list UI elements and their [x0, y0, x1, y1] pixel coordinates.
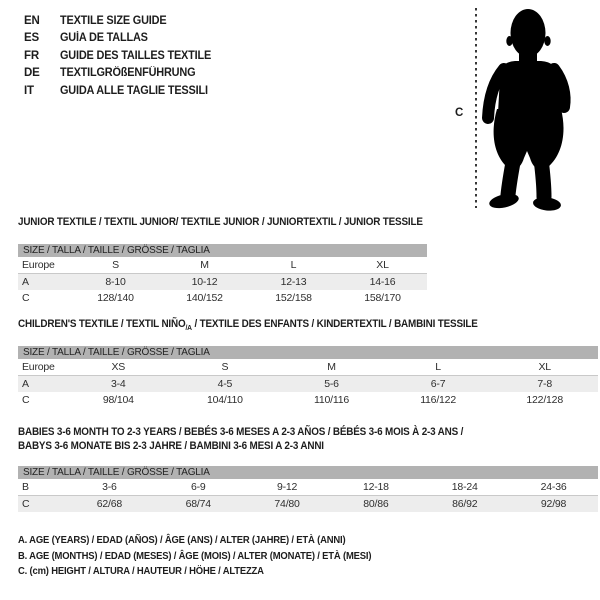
- table-row: [18, 392, 598, 408]
- childrens-size-table: [18, 346, 598, 408]
- title-subscript: /A: [185, 323, 192, 333]
- column-header: S: [71, 257, 160, 274]
- value-cell: 18-24: [420, 479, 509, 496]
- language-title: TEXTILE SIZE GUIDE: [60, 14, 167, 27]
- value-cell: 10-12: [160, 274, 249, 291]
- column-header: L: [385, 359, 492, 376]
- language-row: [24, 82, 219, 100]
- language-row: [24, 65, 219, 83]
- table-row: [18, 376, 598, 393]
- row-label: A: [18, 376, 65, 393]
- baby-silhouette: [477, 5, 582, 215]
- row-label: C: [22, 394, 30, 406]
- value-cell: 24-36: [509, 479, 598, 496]
- value-cell: 110/116: [313, 394, 349, 406]
- row-label: C: [18, 496, 65, 513]
- language-code: FR: [24, 49, 39, 62]
- language-row: [24, 12, 219, 30]
- value-cell: 140/152: [186, 292, 223, 304]
- value-cell: 74/80: [243, 496, 332, 513]
- babies-section-title: [18, 425, 463, 453]
- height-label-c: C: [455, 107, 464, 119]
- column-header: M: [278, 359, 385, 376]
- row-label: C: [22, 292, 30, 304]
- column-header-europe: Europe: [18, 359, 65, 376]
- column-header: XL: [491, 359, 598, 376]
- title-text: CHILDREN'S TEXTILE / TEXTIL NIÑO: [18, 318, 186, 330]
- value-cell: 152/158: [275, 292, 312, 304]
- junior-section-title: JUNIOR TEXTILE / TEXTIL JUNIOR/ TEXTILE JUNIOR / JUNIORTEXTIL / JUNIOR TESSILE: [18, 216, 423, 228]
- footnote-legend: [18, 533, 411, 580]
- value-cell: 62/68: [65, 496, 154, 513]
- table-row: [18, 274, 427, 291]
- value-cell: 14-16: [338, 274, 427, 291]
- table-row: [18, 496, 598, 513]
- babies-size-table: [18, 466, 598, 512]
- size-header-bar: SIZE / TALLA / TAILLE / GRÖSSE / TAGLIA: [18, 244, 427, 257]
- value-cell: 92/98: [509, 496, 598, 513]
- value-cell: 6-9: [154, 479, 243, 496]
- value-cell: 122/128: [526, 394, 563, 406]
- language-code: ES: [24, 32, 39, 45]
- value-cell: 68/74: [154, 496, 243, 513]
- language-title: GUIDE DES TAILLES TEXTILE: [60, 49, 212, 62]
- column-header: XL: [338, 257, 427, 274]
- value-cell: 158/170: [364, 292, 401, 304]
- language-code: IT: [24, 84, 34, 97]
- column-header: S: [172, 359, 279, 376]
- column-header: L: [249, 257, 338, 274]
- language-title: GUÍA DE TALLAS: [60, 32, 148, 45]
- language-title-block: [24, 12, 219, 100]
- value-cell: 3-4: [65, 376, 172, 393]
- value-cell: 3-6: [65, 479, 154, 496]
- column-header: M: [160, 257, 249, 274]
- language-row: [24, 30, 219, 48]
- size-header-bar: SIZE / TALLA / TAILLE / GRÖSSE / TAGLIA: [18, 346, 598, 359]
- childrens-section-title: [18, 317, 478, 335]
- language-code: EN: [24, 14, 40, 27]
- value-cell: 116/122: [420, 394, 456, 406]
- footnote-c: C. (cm) HEIGHT / ALTURA / HAUTEUR / HÖHE / ALTEZZA: [18, 565, 264, 578]
- value-cell: 7-8: [491, 376, 598, 393]
- title-text: / TEXTILE DES ENFANTS / KINDERTEXTIL / BAMBINI TESSILE: [191, 318, 478, 330]
- title-line-1: BABIES 3-6 MONTH TO 2-3 YEARS / BEBÉS 3-6 MESES A 2-3 AÑOS / BÉBÉS 3-6 MOIS À 2-3 ANS /: [18, 426, 464, 438]
- value-cell: 4-5: [172, 376, 279, 393]
- row-label: B: [18, 479, 65, 496]
- value-cell: 12-18: [331, 479, 420, 496]
- language-code: DE: [24, 67, 40, 80]
- column-header: XS: [65, 359, 172, 376]
- value-cell: 8-10: [71, 274, 160, 291]
- row-label: A: [18, 274, 71, 291]
- column-header-europe: Europe: [18, 257, 71, 274]
- title-line-2: BABYS 3-6 MONATE BIS 2-3 JAHRE / BAMBINI 3-6 MESI A 2-3 ANNI: [18, 440, 324, 452]
- value-cell: 12-13: [249, 274, 338, 291]
- value-cell: 80/86: [331, 496, 420, 513]
- value-cell: 128/140: [97, 292, 134, 304]
- value-cell: 86/92: [420, 496, 509, 513]
- table-row: [18, 479, 598, 496]
- size-header-bar: SIZE / TALLA / TAILLE / GRÖSSE / TAGLIA: [18, 466, 598, 479]
- language-title: TEXTILGRÖßENFÜHRUNG: [60, 67, 196, 80]
- table-row: [18, 290, 427, 306]
- language-row: [24, 47, 219, 65]
- value-cell: 5-6: [278, 376, 385, 393]
- value-cell: 6-7: [385, 376, 492, 393]
- value-cell: 104/110: [207, 394, 243, 406]
- footnote-b: B. AGE (MONTHS) / EDAD (MESES) / ÂGE (MOIS) / ALTER (MONATE) / ETÀ (MESI): [18, 549, 372, 562]
- value-cell: 98/104: [102, 394, 134, 406]
- value-cell: 9-12: [243, 479, 332, 496]
- language-title: GUIDA ALLE TAGLIE TESSILI: [60, 84, 208, 97]
- footnote-a: A. AGE (YEARS) / EDAD (AÑOS) / ÂGE (ANS) / ALTER (JAHRE) / ETÀ (ANNI): [18, 534, 346, 546]
- junior-size-table: [18, 244, 427, 306]
